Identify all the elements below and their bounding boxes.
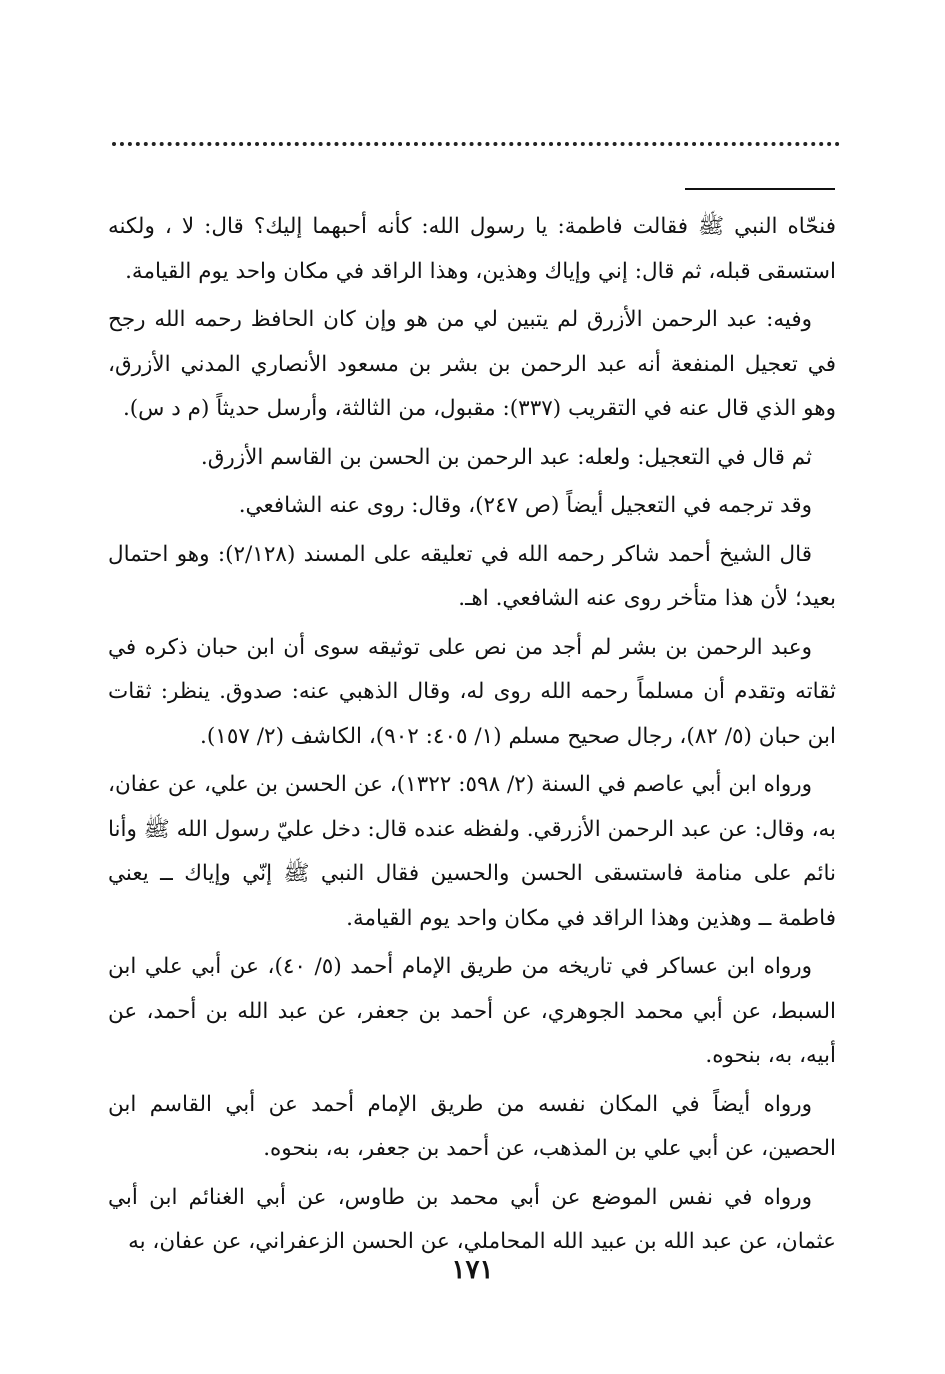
dotted-separator: [112, 142, 840, 146]
paragraph: فنحّاه النبي ﷺ فقالت فاطمة: يا رسول الله: كأنه أحبهما إليك؟ قال: لا ، ولكنه استسقى قبله، ثم قال: إني وإياك وهذين، وهذا الراقد في مكان واحد يوم القيامة.: [108, 214, 836, 284]
footnote-rule: [685, 188, 835, 190]
paragraph: وعبد الرحمن بن بشر لم أجد من نص على توثيقه سوى أن ابن حبان ذكره في ثقاته وتقدم أن مسلماً رحمه الله روى له، وقال الذهبي عنه: صدوق. ينظر: ثقات ابن حبان (٥/ ٨٢)، رجال صحيح مسلم (١/ ٤٠٥: ٩٠٢)، الكاشف (٢/ ١٥٧).: [108, 634, 836, 749]
paragraph: ورواه في نفس الموضع عن أبي محمد بن طاوس، عن أبي الغنائم ابن أبي عثمان، عن عبد الله بن عبيد الله المحاملي، عن الحسن الزعفراني، عن عفان، به: [108, 1184, 836, 1254]
paragraph: ورواه أيضاً في المكان نفسه من طريق الإمام أحمد عن أبي القاسم ابن الحصين، عن أبي علي بن المذهب، عن أحمد بن جعفر، به، بنحوه.: [108, 1091, 836, 1161]
paragraph: ورواه ابن أبي عاصم في السنة (٢/ ٥٩٨: ١٣٢٢)، عن الحسن بن علي، عن عفان، به، وقال: عن عبد الرحمن الأزرقي. ولفظه عنده قال: دخل عليّ رسول الله ﷺ وأنا نائم على منامة فاستسقى الحسن والحسين فقال النبي ﷺ إنّي وإياك ــ يعني فاطمة ــ وهذين وهذا الراقد في مكان واحد يوم القيامة.: [108, 772, 836, 931]
page-body: [108, 205, 836, 1269]
paragraph: قال الشيخ أحمد شاكر رحمه الله في تعليقه على المسند (٢/١٢٨): وهو احتمال بعيد؛ لأن هذا متأخر روى عنه الشافعي. اهـ.: [108, 541, 836, 611]
paragraph: وفيه: عبد الرحمن الأزرق لم يتبين لي من هو وإن كان الحافظ رحمه الله رجح في تعجيل المنفعة أنه عبد الرحمن بن بشر بن مسعود الأنصاري المدني الأزرق، وهو الذي قال عنه في التقريب (٣٣٧): مقبول، من الثالثة، وأرسل حديثاً (م د س).: [108, 307, 836, 421]
paragraph: ورواه ابن عساكر في تاريخه من طريق الإمام أحمد (٥/ ٤٠)، عن أبي علي ابن السبط، عن أبي محمد الجوهري، عن أحمد بن جعفر، عن عبد الله بن أحمد، عن أبيه، به، بنحوه.: [108, 954, 836, 1068]
page-number: ١٧١: [451, 1255, 494, 1285]
paragraph: ثم قال في التعجيل: ولعله: عبد الرحمن بن الحسن بن القاسم الأزرق.: [200, 444, 812, 470]
paragraph: وقد ترجمه في التعجيل أيضاً (ص ٢٤٧)، وقال: روى عنه الشافعي.: [238, 493, 812, 518]
